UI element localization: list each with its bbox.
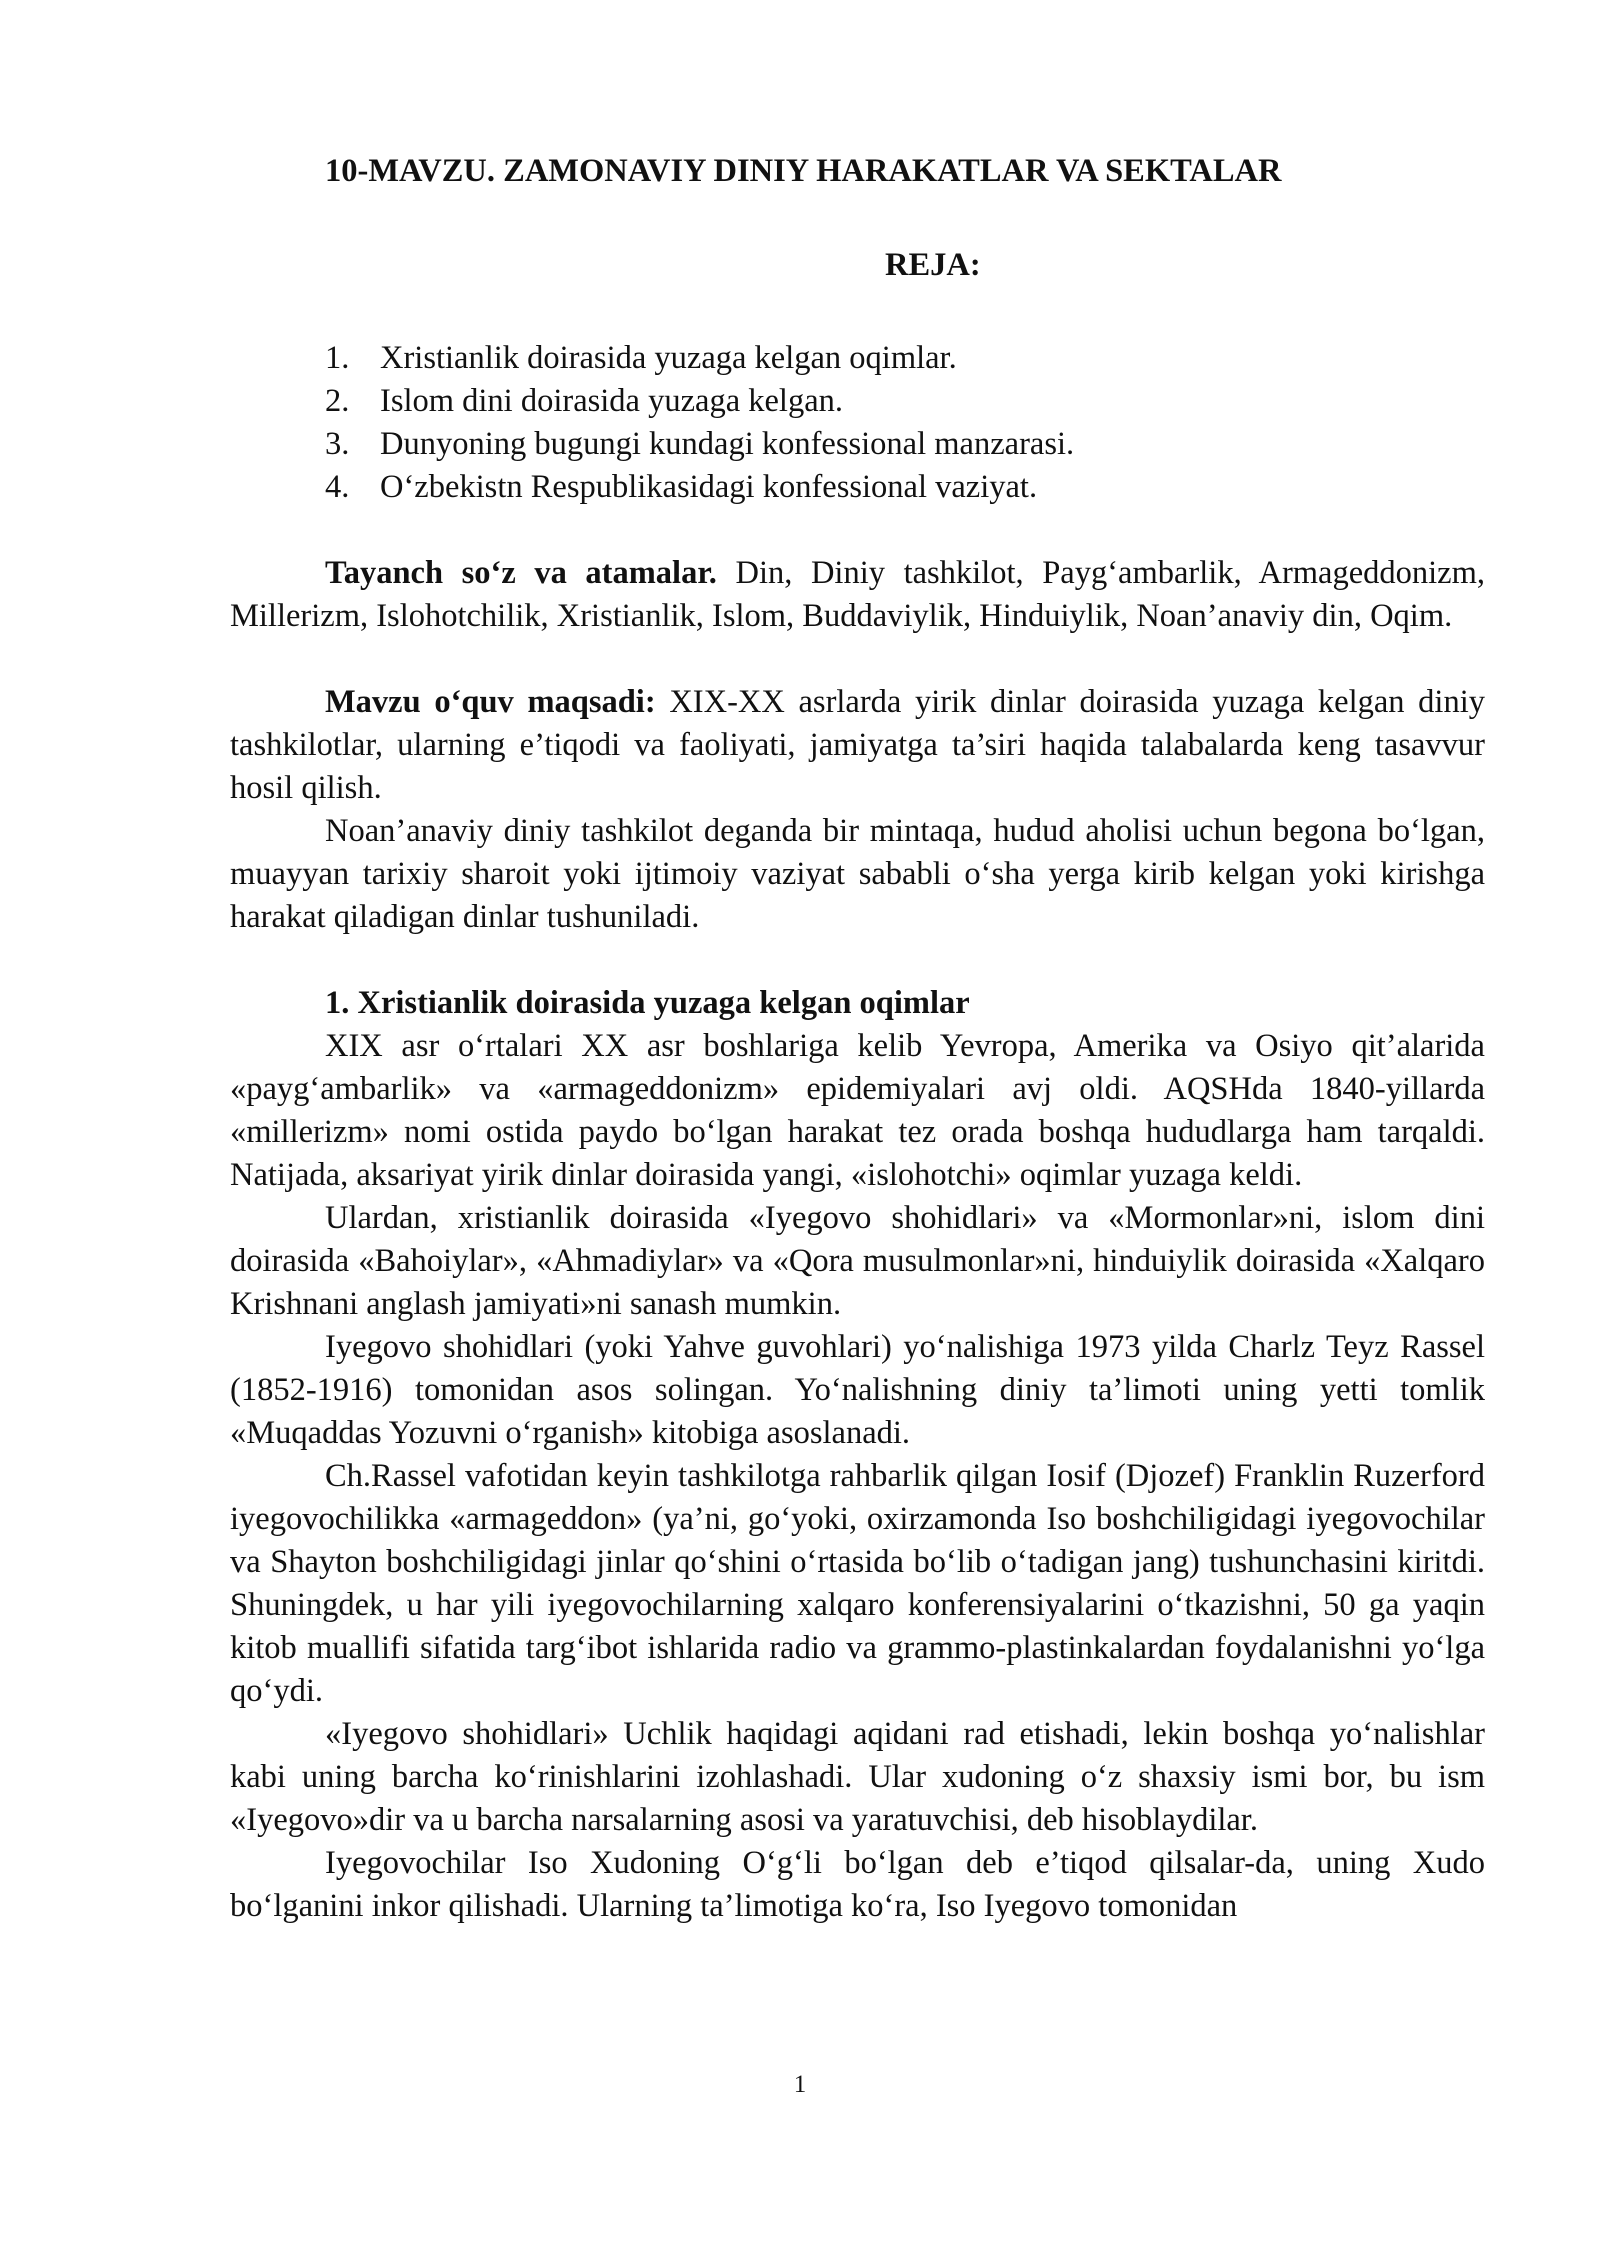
keywords-label: Tayanch so‘z va atamalar. — [325, 555, 717, 591]
plan-item — [230, 466, 1485, 509]
goal-paragraph — [230, 681, 1485, 810]
plan-list — [230, 337, 1485, 509]
body-paragraph: Iyegovochilar Iso Xudoning O‘g‘li bo‘lgan deb e’tiqod qilsalar-da, uning Xudo bo‘lganini inkor qilishadi. Ularning ta’limotiga ko‘ra, Iso Iyegovo tomonidan — [230, 1845, 1485, 1924]
goal-label: Mavzu o‘quv maqsadi: — [325, 684, 656, 720]
plan-item — [230, 380, 1485, 423]
plan-item — [230, 337, 1485, 380]
plan-item-text: Xristianlik doirasida yuzaga kelgan oqimlar. — [380, 340, 957, 376]
body-paragraph: Iyegovo shohidlari (yoki Yahve guvohlari) yo‘nalishiga 1973 yilda Charlz Teyz Rassel (1852-1916) tomonidan asos solingan. Yo‘nalishning diniy ta’limoti uning yetti tomlik «Muqaddas Yozuvni o‘rganish» kitobiga asoslanadi. — [230, 1329, 1485, 1451]
body-paragraph: «Iyegovo shohidlari» Uchlik haqidagi aqidani rad etishadi, lekin boshqa yo‘nalishlar kabi uning barcha ko‘rinishlarini izohlashadi. Ular xudoning o‘z shaxsiy ismi bor, bu ism «Iyegovo»dir va u barcha narsalarning asosi va yaratuvchisi, deb hisoblaydilar. — [230, 1716, 1485, 1838]
keywords-paragraph — [230, 552, 1485, 638]
page-number: 1 — [793, 2071, 807, 2098]
plan-item-text: Dunyoning bugungi kundagi konfessional manzarasi. — [380, 426, 1075, 462]
plan-item-text: Islom dini doirasida yuzaga kelgan. — [380, 383, 843, 419]
section-heading: 1. Xristianlik doirasida yuzaga kelgan oqimlar — [325, 985, 970, 1021]
document-page — [230, 150, 1485, 1928]
plan-item-number: 4. — [325, 469, 350, 505]
plan-item-number: 3. — [325, 426, 350, 462]
goal-text: XIX-XX asrlarda yirik dinlar doirasida yuzaga kelgan diniy tashkilotlar, ularning e’tiqodi va faoliyati, jamiyatga ta’siri haqida talabalarda keng tasavvur hosil qilish. — [230, 684, 1485, 806]
body-paragraph: XIX asr o‘rtalari XX asr boshlariga kelib Yevropa, Amerika va Osiyo qit’alarida «payg‘ambarlik» va «armageddonizm» epidemiyalari avj oldi. AQSHda 1840-yillarda «millerizm» nomi ostida paydo bo‘lgan harakat tez orada boshqa hududlarga ham tarqaldi. Natijada, aksariyat yirik dinlar doirasida yangi, «islohotchi» oqimlar yuzaga keldi. — [230, 1028, 1485, 1193]
plan-item — [230, 423, 1485, 466]
plan-heading: REJA: — [885, 247, 981, 283]
body-paragraph: Ulardan, xristianlik doirasida «Iyegovo shohidlari» va «Mormonlar»ni, islom dini doirasida «Bahoiylar», «Ahmadiylar» va «Qora musulmonlar»ni, hinduiylik doirasida «Xalqaro Krishnani anglash jamiyati»ni sanash mumkin. — [230, 1200, 1485, 1322]
plan-item-number: 1. — [325, 340, 350, 376]
plan-item-text: O‘zbekistn Respublikasidagi konfessional vaziyat. — [380, 469, 1038, 505]
document-title: 10-MAVZU. ZAMONAVIY DINIY HARAKATLAR VA SEKTALAR — [325, 153, 1282, 189]
intro-paragraph: Noan’anaviy diniy tashkilot deganda bir mintaqa, hudud aholisi uchun begona bo‘lgan, muayyan tarixiy sharoit yoki ijtimoiy vaziyat sababli o‘sha yerga kirib kelgan yoki kirishga harakat qiladigan dinlar tushuniladi. — [230, 813, 1485, 935]
plan-item-number: 2. — [325, 383, 350, 419]
keywords-text: Din, Diniy tashkilot, Payg‘ambarlik, Armageddonizm, Millerizm, Islohotchilik, Xristianlik, Islom, Buddaviylik, Hinduiylik, Noan’anaviy din, Oqim. — [230, 555, 1486, 634]
body-paragraph: Ch.Rassel vafotidan keyin tashkilotga rahbarlik qilgan Iosif (Djozef) Franklin Ruzerford iyegovochilikka «armageddon» (ya’ni, go‘yoki, oxirzamonda Iso boshchiligidagi iyegovochilar va Shayton boshchiligidagi jinlar qo‘shini o‘rtasida bo‘lib o‘tadigan jang) tushunchasini kiritdi. Shuningdek, u har yili iyegovochilarning xalqaro konferensiyalarini o‘tkazishni, 50 ga yaqin kitob muallifi sifatida targ‘ibot ishlarida radio va grammo-plastinkalardan foydalanishni yo‘lga qo‘ydi. — [230, 1458, 1485, 1709]
